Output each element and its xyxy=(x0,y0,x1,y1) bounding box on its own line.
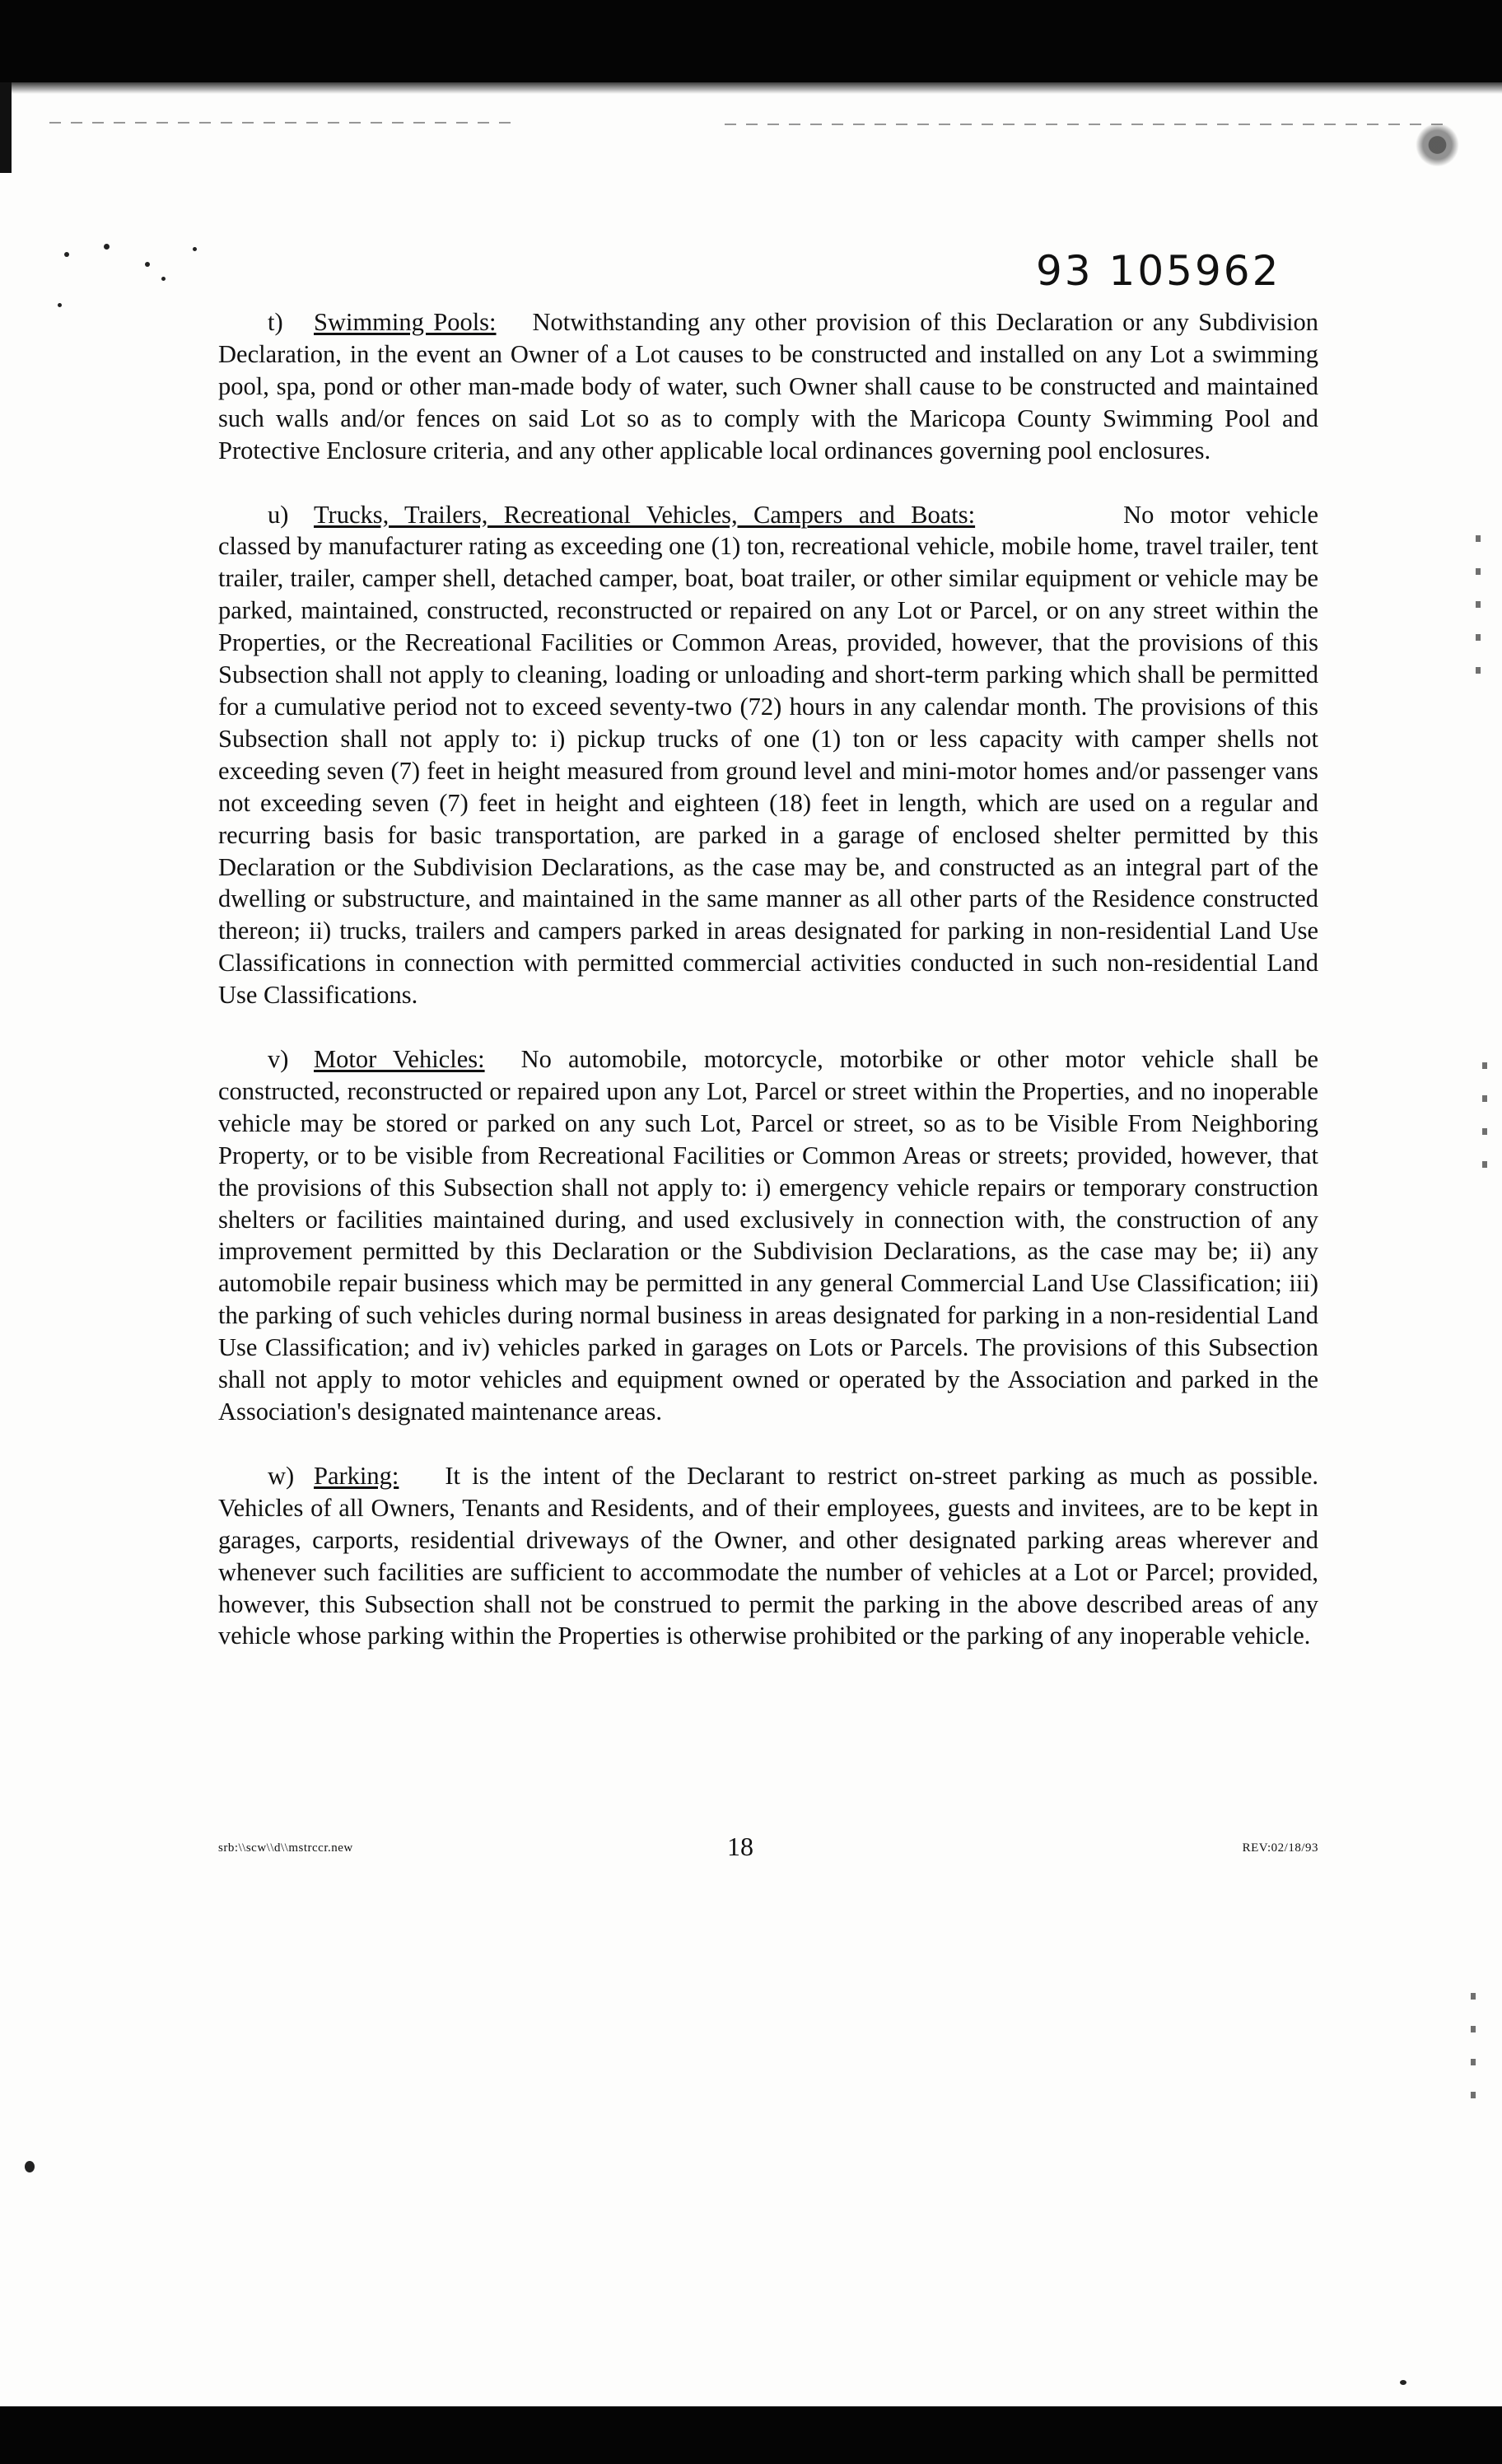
revision-date: REV:02/18/93 xyxy=(1242,1841,1318,1855)
scan-margin-ticks xyxy=(1476,535,1481,700)
scan-speck xyxy=(58,303,62,307)
scan-speck xyxy=(25,2161,35,2172)
scan-border-bottom xyxy=(0,2406,1502,2464)
section-letter: u) xyxy=(268,500,289,529)
scan-speck xyxy=(104,244,110,250)
section-swimming-pools xyxy=(218,306,1318,467)
scan-margin-ticks xyxy=(1482,1062,1487,1186)
document-body xyxy=(218,306,1318,1684)
scan-smudge xyxy=(1411,115,1469,181)
section-trucks-trailers xyxy=(218,499,1318,1012)
scan-noise-line xyxy=(725,124,1449,125)
section-letter: w) xyxy=(268,1461,295,1490)
section-heading: Parking: xyxy=(314,1461,399,1490)
section-body: No motor vehicle classed by manufacturer rating as exceeding one (1) ton, recreational vehicle, mobile home, travel trailer, tent trailer, trailer, camper shell, detached camper, boat, boat trailer, or other similar equipment or vehicle may be parked, maintained, constructed, reconstructed or repaired on any Lot or Parcel, or on any street within the Properties, or the Recreational Facilities or Common Areas, provided, however, that the provisions of this Subsection shall not apply to cleaning, loading or unloading and short-term parking which shall be permitted for a cumulative period not to exceed seventy-two (72) hours in any calendar month. The provisions of this Subsection shall not apply to: i) pickup trucks of one (1) ton or less capacity with camper shells not exceeding seven (7) feet in height measured from ground level and mini-motor homes and/or passenger vans not exceeding seven (7) feet in height and eighteen (18) feet in length, which are used on a regular and recurring basis for basic transportation, are parked in a garage of enclosed shelter permitted by this Declaration or the Subdivision Declarations, as the case may be, and constructed as an integral part of the dwelling or substructure, and maintained in the same manner as all other parts of the Residence constructed thereon; ii) trucks, trailers and campers parked in areas designated for parking in non-residential Land Use Classifications in connection with permitted commercial activities conducted in such non-residential Land Use Classifications. xyxy=(218,500,1318,1010)
scan-speck xyxy=(161,277,166,281)
section-letter: t) xyxy=(268,308,283,336)
recording-number: 93 105962 xyxy=(1036,247,1281,295)
section-letter: v) xyxy=(268,1045,289,1074)
section-heading: Motor Vehicles: xyxy=(314,1045,485,1074)
page-footer xyxy=(218,1832,1318,1864)
scan-noise-line xyxy=(49,122,511,124)
section-heading: Swimming Pools: xyxy=(314,308,497,336)
scan-speck xyxy=(145,262,150,267)
page-number: 18 xyxy=(727,1832,753,1861)
section-motor-vehicles xyxy=(218,1043,1318,1428)
scan-margin-ticks xyxy=(1471,1993,1476,2125)
section-body: It is the intent of the Declarant to restrict on-street parking as much as possible. Vehicles of all Owners, Tenants and Residents, and of their employees, guests and invitees, are to be kept in garages, carports, residential driveways of the Owner, and other designated parking areas wherever and whenever such facilities are sufficient to accommodate the number of vehicles at a Lot or Parcel; provided, however, this Subsection shall not be construed to permit the parking in the above described areas of any vehicle whose parking within the Properties is otherwise prohibited or the parking of any inoperable vehicle. xyxy=(218,1461,1318,1650)
scan-border-top xyxy=(0,0,1502,82)
scan-edge-mark xyxy=(0,82,12,173)
scan-speck xyxy=(1400,2380,1406,2385)
section-heading: Trucks, Trailers, Recreational Vehicles, Campers and Boats: xyxy=(314,500,976,529)
scan-speck xyxy=(64,252,69,257)
section-parking xyxy=(218,1460,1318,1652)
section-body: Notwithstanding any other provision of this Declaration or any Subdivision Declaration, in the event an Owner of a Lot causes to be constructed and installed on any Lot a swimming pool, spa, pond or other man-made body of water, such Owner shall cause to be constructed and maintained such walls and/or fences on said Lot so as to comply with the Maricopa County Swimming Pool and Protective Enclosure criteria, and any other applicable local ordinances governing pool enclosures. xyxy=(218,308,1318,464)
scan-speck xyxy=(193,247,197,251)
file-path: srb:\\scw\\d\\mstrccr.new xyxy=(218,1841,353,1855)
section-body: No automobile, motorcycle, motorbike or other motor vehicle shall be constructed, reconstructed or repaired upon any Lot, Parcel or street within the Properties, and no inoperable vehicle may be stored or parked on any such Lot, Parcel or street, so as to be Visible From Neighboring Property, or to be visible from Recreational Facilities or Common Areas or streets; provided, however, that the provisions of this Subsection shall not apply to: i) emergency vehicle repairs or temporary construction shelters or facilities maintained during, and used exclusively in connection with, the construction of any improvement permitted by this Declaration or the Subdivision Declarations, as the case may be; ii) any automobile repair business which may be permitted in any general Commercial Land Use Classification; iii) the parking of such vehicles during normal business in areas designated for parking in a non-residential Land Use Classification; and iv) vehicles parked in garages on Lots or Parcels. The provisions of this Subsection shall not apply to motor vehicles and equipment owned or operated by the Association and parked in the Association's designated maintenance areas. xyxy=(218,1045,1319,1426)
